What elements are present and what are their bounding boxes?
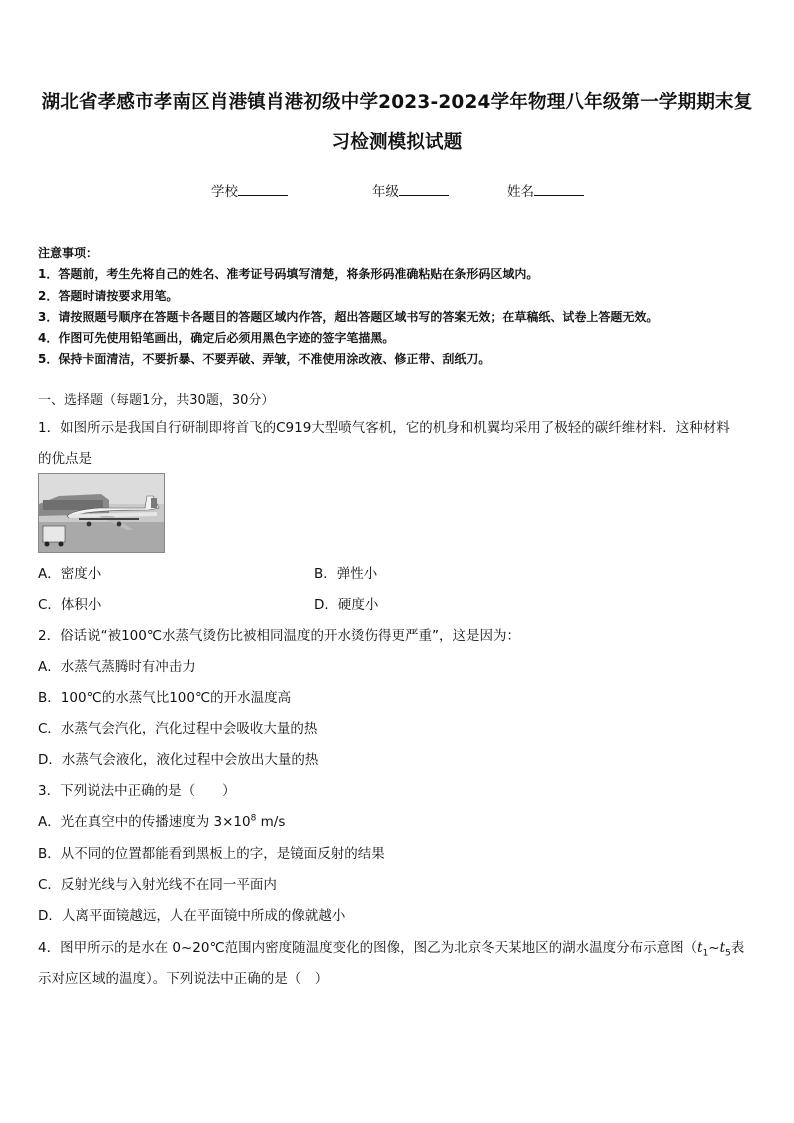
notice-item: 5．保持卡面清洁，不要折暴、不要弄破、弄皱，不准使用涂改液、修正带、刮纸刀。 xyxy=(38,352,491,367)
school-blank xyxy=(238,181,288,196)
q1-stem-line2: 的优点是 xyxy=(38,451,92,467)
q1-option-b: B．弹性小 xyxy=(314,566,378,582)
q2-option-c: C．水蒸气会汽化，汽化过程中会吸收大量的热 xyxy=(38,721,318,737)
q3-option-a-unit: m/s xyxy=(256,814,286,830)
q4-var-t1: t xyxy=(697,940,703,956)
q4-stem-line2: 示对应区域的温度）。下列说法中正确的是（ ） xyxy=(38,971,329,987)
q4-sub-5: 5 xyxy=(725,948,731,959)
q4-var-t5: t xyxy=(719,940,726,956)
q4-stem-text: 4．图甲所示的是水在 0~20℃范围内密度随温度变化的图像，图乙为北京冬天某地区的湖水温度分布示意图（ xyxy=(38,940,698,956)
school-label: 学校 xyxy=(211,184,238,200)
q3-option-a-exponent: 8 xyxy=(250,813,257,824)
q3-stem: 3．下列说法中正确的是（ ） xyxy=(38,783,236,799)
notice-item: 4．作图可先使用铅笔画出，确定后必须用黑色字迹的签字笔描黑。 xyxy=(38,331,395,346)
q1-stem-line1: 1．如图所示是我国自行研制即将首飞的C919大型喷气客机，它的机身和机翼均采用了极轻的碳纤维材料．这种材料 xyxy=(38,420,730,436)
notice-item: 1．答题前，考生先将自己的姓名、准考证号码填写清楚，将条形码准确粘贴在条形码区域内。 xyxy=(38,267,539,282)
q4-sub-1: 1 xyxy=(702,948,709,959)
name-blank xyxy=(534,181,584,196)
section-heading: 一、选择题（每题1分，共30题，30分） xyxy=(38,393,275,408)
q3-option-a-text: A．光在真空中的传播速度为 3×10 xyxy=(38,814,251,830)
notice-block xyxy=(38,243,768,371)
c919-airplane-image xyxy=(38,473,165,553)
name-field xyxy=(507,180,584,200)
q4-stem-end: 表 xyxy=(730,940,745,956)
grade-label: 年级 xyxy=(372,184,399,200)
q1-option-d: D．硬度小 xyxy=(314,597,379,613)
q2-option-b: B．100℃的水蒸气比100℃的开水温度高 xyxy=(38,690,292,706)
exam-title-line2: 习检测模拟试题 xyxy=(331,132,463,153)
grade-field xyxy=(372,180,449,200)
name-label: 姓名 xyxy=(507,184,534,200)
q3-option-d: D．人离平面镜越远，人在平面镜中所成的像就越小 xyxy=(38,908,346,924)
q4-tilde: ~ xyxy=(708,940,720,956)
notice-item: 3．请按照题号顺序在答题卡各题目的答题区域内作答，超出答题区域书写的答案无效；在草稿纸、试卷上答题无效。 xyxy=(38,309,659,324)
q2-stem: 2．俗话说“被100℃水蒸气烫伤比被相同温度的开水烫伤得更严重”，这是因为： xyxy=(38,628,521,644)
q4-stem-line1 xyxy=(38,936,744,959)
notice-heading: 注意事项： xyxy=(38,246,99,260)
q3-option-c: C．反射光线与入射光线不在同一平面内 xyxy=(38,877,277,893)
q1-option-a: A．密度小 xyxy=(38,566,102,582)
school-field xyxy=(211,180,288,200)
q3-option-a xyxy=(38,810,285,830)
exam-title-line1: 湖北省孝感市孝南区肖港镇肖港初级中学2023-2024学年物理八年级第一学期期末复 xyxy=(41,92,753,113)
q2-option-d: D．水蒸气会液化，液化过程中会放出大量的热 xyxy=(38,752,319,768)
q2-option-a: A．水蒸气蒸腾时有冲击力 xyxy=(38,659,196,675)
grade-blank xyxy=(399,181,449,196)
q1-option-c: C．体积小 xyxy=(38,597,102,613)
student-info-fields xyxy=(0,180,794,204)
q3-option-b: B．从不同的位置都能看到黑板上的字，是镜面反射的结果 xyxy=(38,846,385,862)
notice-item: 2．答题时请按要求用笔。 xyxy=(38,288,179,303)
